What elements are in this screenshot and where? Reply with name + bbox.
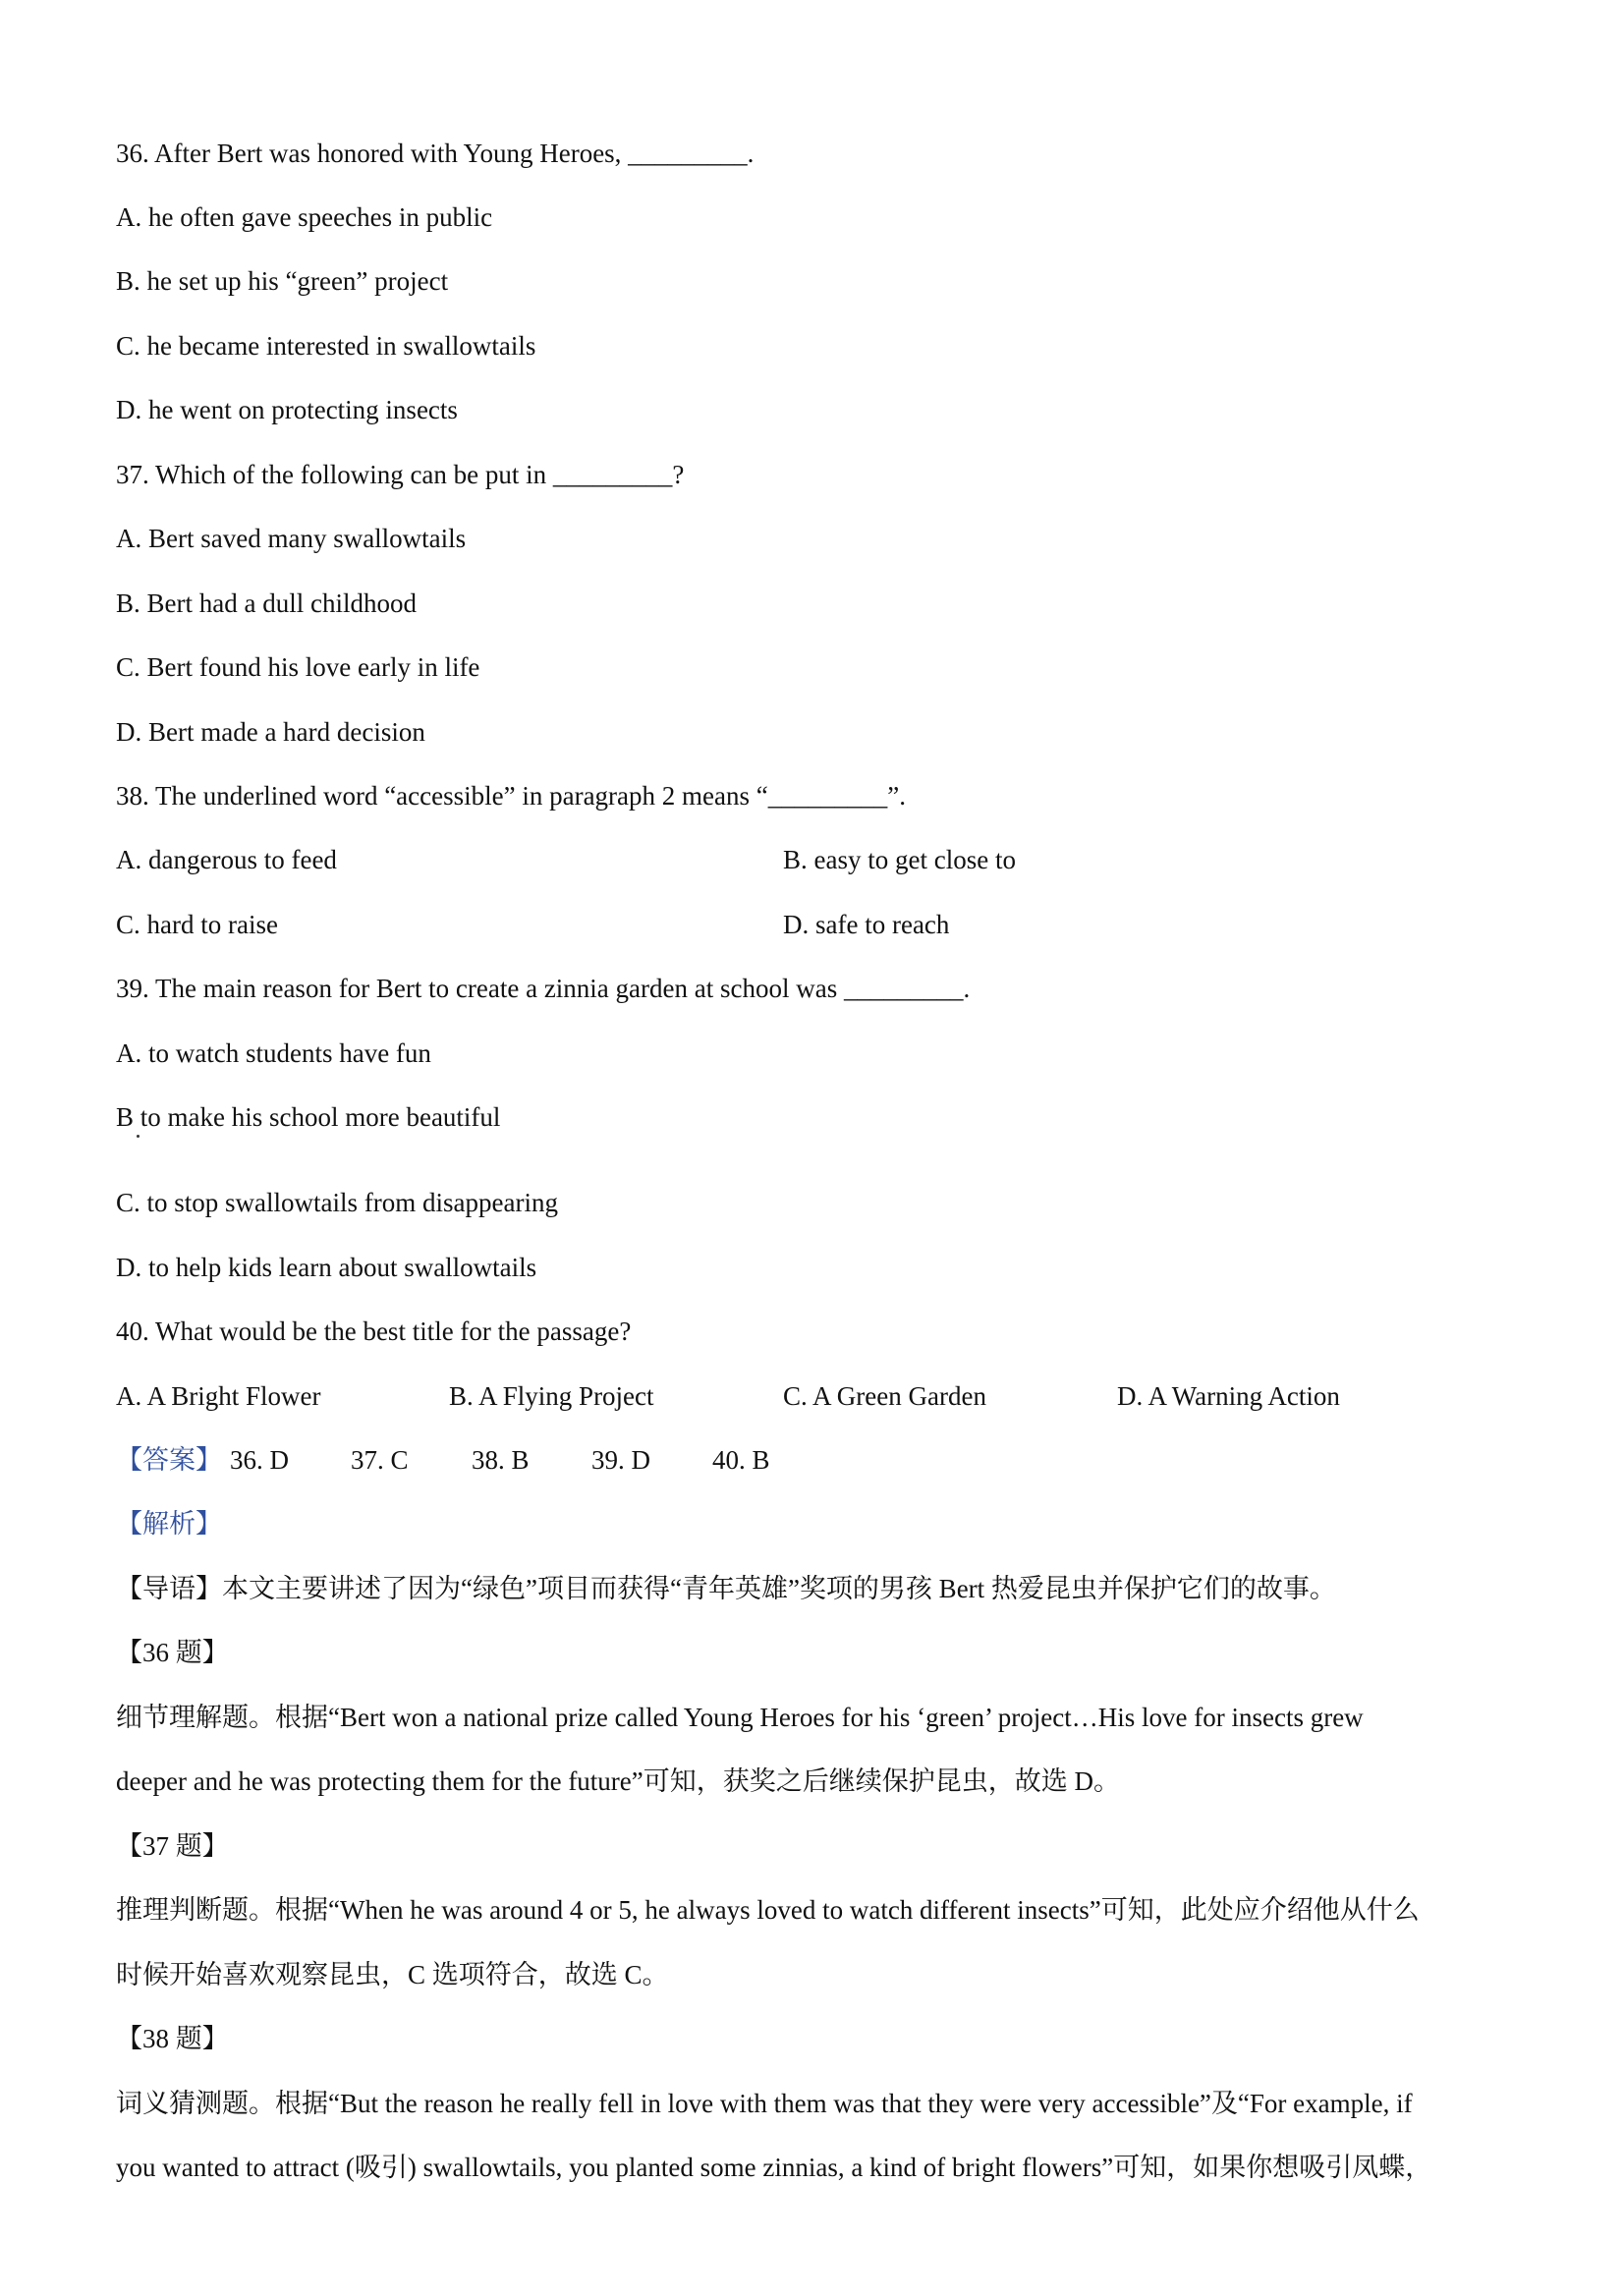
answer-row (116, 1443, 902, 1477)
answer-40: 40. B (712, 1445, 770, 1475)
q38-analysis-head: 【38 题】 (116, 2024, 229, 2053)
q38-option-b: B. easy to get close to (783, 845, 1016, 874)
q38-option-c: C. hard to raise (116, 910, 278, 939)
q36-analysis-line2: deeper and he was protecting them for the future”可知，获奖之后继续保护昆虫，故选 D。 (116, 1766, 1121, 1796)
q37-option-c: C. Bert found his love early in life (116, 652, 480, 682)
q36-option-b: B. he set up his “green” project (116, 266, 449, 296)
q38-analysis-line2: you wanted to attract (吸引) swallowtails, you planted some zinnias, a kind of bright flowers”可知，如果你想吸引凤蝶， (116, 2153, 1432, 2182)
q37-analysis-line1: 推理判断题。根据“When he was around 4 or 5, he always loved to watch different insects”可知，此处应介绍他从什么 (116, 1895, 1420, 1925)
q39-option-d: D. to help kids learn about swallowtails (116, 1253, 537, 1282)
q36-analysis-line1: 细节理解题。根据“Bert won a national prize called Young Heroes for his ‘green’ project…His love for insects grew (116, 1703, 1364, 1732)
q36-option-c: C. he became interested in swallowtails (116, 331, 536, 361)
q37-option-a: A. Bert saved many swallowtails (116, 524, 467, 553)
stray-dot (137, 1135, 140, 1138)
q40-option-a: A. A Bright Flower (116, 1381, 321, 1411)
q37-option-b: B. Bert had a dull childhood (116, 588, 417, 618)
answer-37: 37. C (351, 1445, 409, 1475)
q36-analysis-head: 【36 题】 (116, 1638, 229, 1667)
q40-options (116, 1379, 1393, 1413)
q40-stem: 40. What would be the best title for the passage? (116, 1316, 632, 1346)
analysis-intro: 【导语】本文主要讲述了因为“绿色”项目而获得“青年英雄”奖项的男孩 Bert 热爱昆虫并保护它们的故事。 (116, 1574, 1336, 1603)
q39-option-a: A. to watch students have fun (116, 1038, 431, 1068)
q37-analysis-head: 【37 题】 (116, 1831, 229, 1861)
answer-36: 36. D (230, 1445, 289, 1475)
q38-stem: 38. The underlined word “accessible” in paragraph 2 means “_________”. (116, 781, 906, 811)
q38-analysis-line1: 词义猜测题。根据“But the reason he really fell in love with them was that they were very accessible”及“For example, if (116, 2089, 1413, 2118)
q37-option-d: D. Bert made a hard decision (116, 717, 425, 747)
q40-option-d: D. A Warning Action (1117, 1381, 1340, 1411)
answer-39: 39. D (591, 1445, 650, 1475)
q37-analysis-line2: 时候开始喜欢观察昆虫，C 选项符合，故选 C。 (116, 1960, 669, 1989)
q36-option-a: A. he often gave speeches in public (116, 202, 493, 232)
q39-stem: 39. The main reason for Bert to create a zinnia garden at school was _________. (116, 974, 971, 1003)
q38-option-a: A. dangerous to feed (116, 845, 337, 874)
q39-option-b: B to make his school more beautiful (116, 1102, 501, 1132)
q38-option-d: D. safe to reach (783, 910, 950, 939)
q37-stem: 37. Which of the following can be put in _________? (116, 460, 685, 489)
q39-option-c: C. to stop swallowtails from disappearing (116, 1188, 558, 1217)
q36-option-d: D. he went on protecting insects (116, 395, 458, 424)
analysis-tag: 【解析】 (116, 1509, 222, 1539)
answer-38: 38. B (472, 1445, 530, 1475)
q40-option-b: B. A Flying Project (449, 1381, 654, 1411)
q36-stem: 36. After Bert was honored with Young Heroes, _________. (116, 139, 755, 168)
q40-option-c: C. A Green Garden (783, 1381, 986, 1411)
answer-tag: 【答案】 (116, 1445, 222, 1475)
